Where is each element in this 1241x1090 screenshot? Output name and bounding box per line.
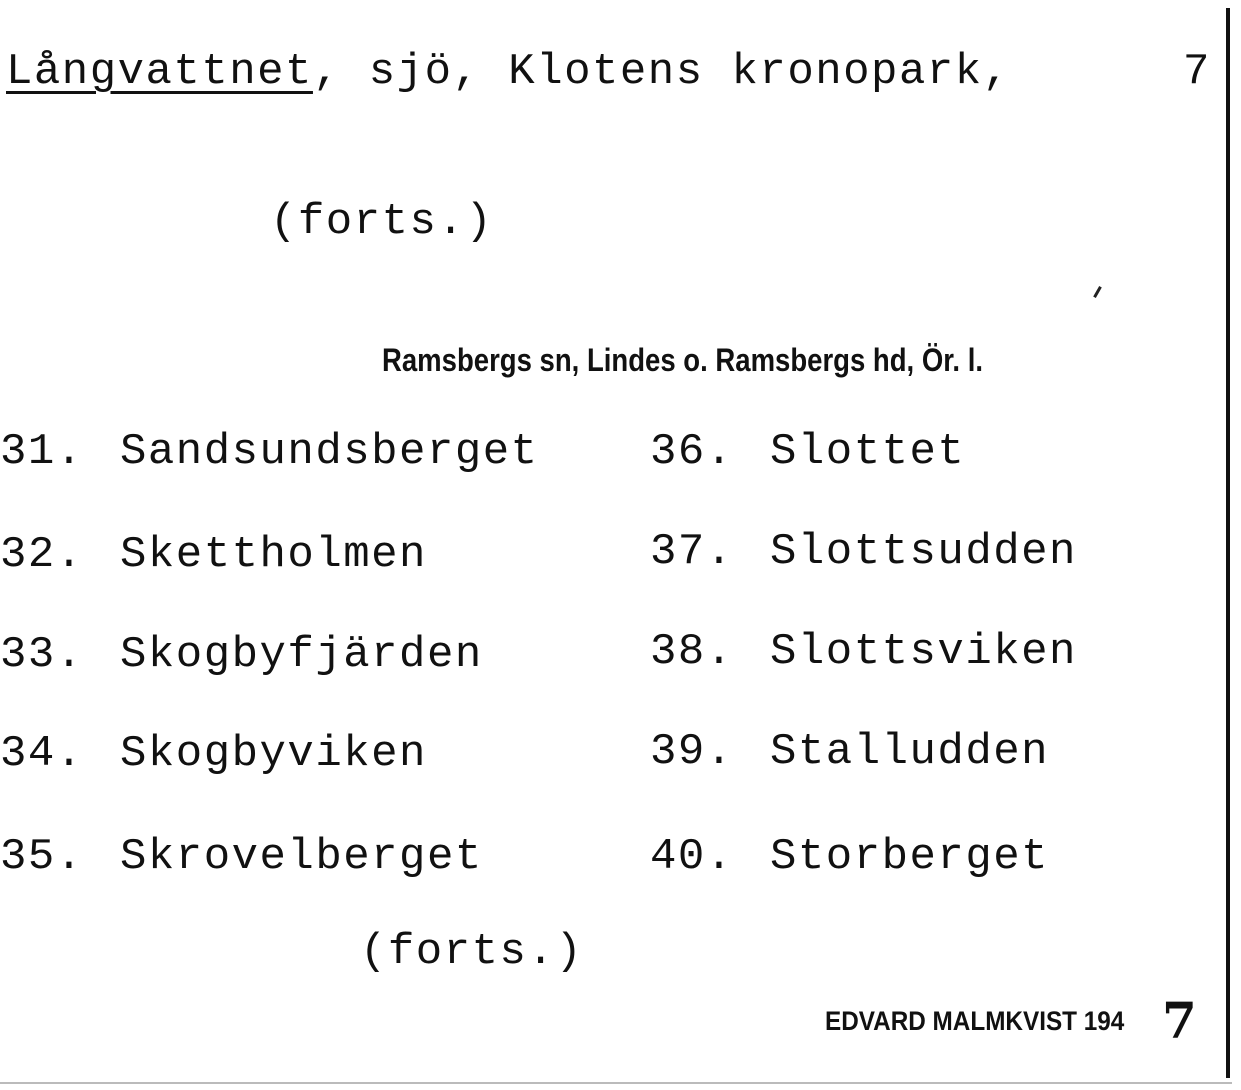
title-description: , sjö, Klotens kronopark, [312,47,1011,97]
entry-number: 32. [0,530,84,580]
continued-note-bottom: (forts.) [360,927,584,977]
publisher-footer: EDVARD MALMKVIST 194 [825,1006,1125,1036]
region-stamp: Ramsbergs sn, Lindes o. Ramsbergs hd, Ör. l. [382,342,984,378]
list-item [0,729,427,779]
list-item [0,630,483,680]
entry-name: Sandsundsberget [120,427,539,477]
list-item [0,530,427,580]
entry-name: Skrovelberget [120,832,483,882]
list-item [650,727,1050,777]
entry-name: Skogbyviken [120,729,427,779]
title-place-name: Långvattnet [6,47,313,97]
entry-name: Storberget [770,832,1050,882]
entry-number: 37. [650,527,734,577]
entry-number: 31. [0,427,84,477]
entry-number: 39. [650,727,734,777]
card-title [6,47,1011,97]
entry-name: Slottet [770,427,966,477]
entry-name: Skettholmen [120,530,427,580]
entry-name: Stalludden [770,727,1050,777]
entry-number: 40. [650,832,734,882]
entry-name: Slottsviken [770,627,1077,677]
continued-note-top: (forts.) [270,197,494,247]
list-item [0,427,539,477]
entry-name: Skogbyfjärden [120,630,483,680]
card-right-edge [1226,8,1230,1078]
list-item [650,627,1077,677]
list-item [650,832,1050,882]
handwritten-year-digit: 7 [1162,991,1197,1050]
list-item [650,427,966,477]
ink-speck [1093,286,1102,298]
entry-name: Slottsudden [770,527,1077,577]
card-bottom-edge [0,1082,1232,1084]
entry-number: 38. [650,627,734,677]
list-item [0,832,483,882]
entry-number: 35. [0,832,84,882]
entry-number: 36. [650,427,734,477]
entry-number: 34. [0,729,84,779]
entry-number: 33. [0,630,84,680]
page-number: 7 [1183,47,1211,97]
list-item [650,527,1077,577]
